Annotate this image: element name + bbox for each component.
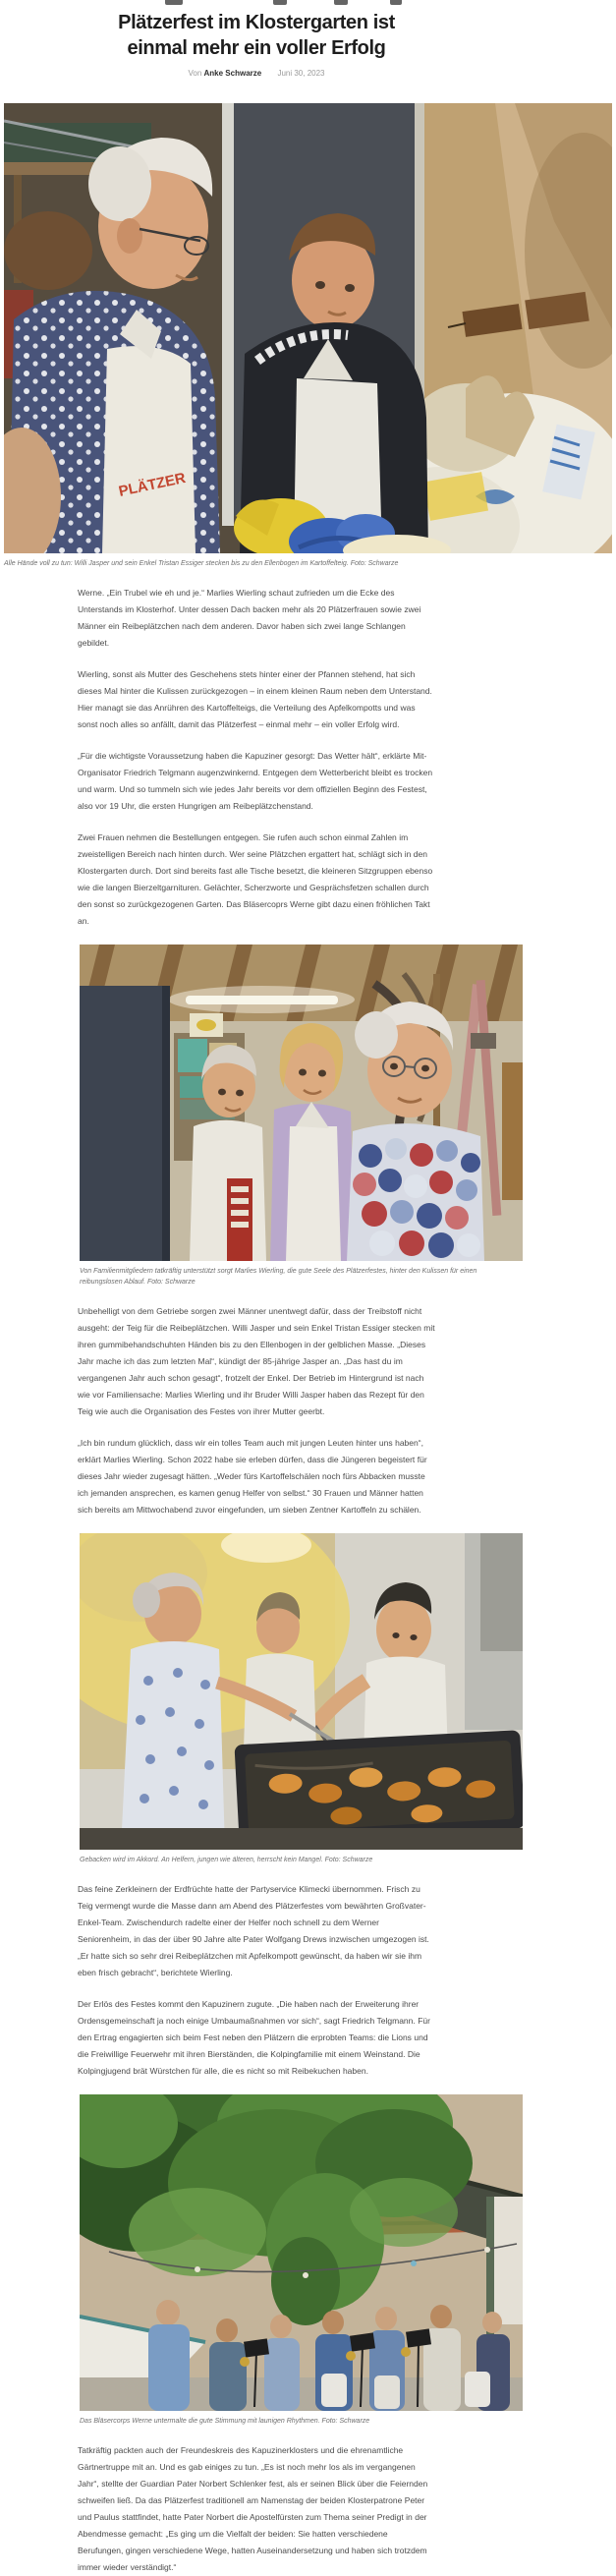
- article-paragraph-5: Unbehelligt von dem Getriebe sorgen zwei Männer unentwegt dafür, dass der Treibstoff nicht ausgeht: der Teig für die Reibeplätzchen. Willi Jasper und sein Enkel Tristan Essiger stecken mit ihren gummibehandschuhten Händen bis zu den Ellenbogen in der gelblichen Masse. „Dieses Jahr mache ich das zum letzten Mal“, kündigt der 85-jährige Jasper an. „Das hast du im vergangenen Jahr auch schon gesagt“, frotzelt der Enkel. Der Betrieb im Hintergrund ist nach wie vor Familiensache: Marlies Wierling und ihr Bruder Willi Jasper haben das Rezept für den Teig wie auch die Organisation des Festes von ihrer Mutter geerbt.: [78, 1306, 435, 1416]
- article-body: [0, 585, 616, 930]
- article-figure-2: [0, 945, 616, 1288]
- byline: [78, 69, 435, 78]
- article-body-3: [0, 1881, 616, 2080]
- article-paragraph-2: Wierling, sonst als Mutter des Geschehens stets hinter einer der Pfannen stehend, hat sich dieses Mal hinter die Kulissen zurückgezogen – in einem kleinen Raum neben dem Unterstand. Hier managt sie das Anrühren des Kartoffelteigs, die Verteilung des Apfelkompotts und was sonst noch alles so anfällt, damit das Plätzerfest – einmal mehr – ein voller Erfolg wird.: [78, 669, 432, 729]
- photo-caption-1: Alle Hände voll zu tun: Willi Jasper und sein Enkel Tristan Essiger stecken bis zu den Ellenbogen im Kartoffelteig. Foto: Schwarze: [4, 560, 399, 567]
- photo-frying-station: [80, 1533, 523, 1850]
- article-paragraph-6: „Ich bin rundum glücklich, dass wir ein tolles Team auch mit jungen Leuten hinter uns haben“, erklärt Marlies Wierling. Schon 2022 habe sie erleben dürfen, dass die Jüngeren begeistert für dieses Jahr wieder zugesagt hätten. „Weder fürs Kartoffelschälen noch fürs Abbacken musste ich jemanden ansprechen, es kamen genug Helfer von selbst.“ 30 Frauen und Männer hatten sich bereits am Mittwochabend zuvor eingefunden, um sieben Zentner Kartoffeln zu schälen.: [78, 1438, 427, 1515]
- photo-three-women: [80, 945, 523, 1261]
- article-figure-4: [0, 2094, 616, 2427]
- article-paragraph-8: Der Erlös des Festes kommt den Kapuzinern zugute. „Die haben nach der Erweiterung ihrer Ordensgemeinschaft ja noch einige Umbaumaßnahmen vor sich“, sagt Friedrich Telgmann. Für den Ertrag engagierten sich beim Fest neben den Plätzern die erprobten Teams: die Lions und die Freiwillige Feuerwehr mit ihren Bierständen, die Kolpingfamilie mit einem Weinstand. Die Kolpingjugend brät Würstchen für alle, die es nicht so mit Reibekuchen haben.: [78, 1999, 430, 2076]
- article-paragraph-4: Zwei Frauen nehmen die Bestellungen entgegen. Sie rufen auch schon einmal Zahlen im zweistelligen Bereich nach hinten durch. Wer seine Plätzchen ergattert hat, schlägt sich in den Klostergarten durch. Dort sind bereits fast alle Tische besetzt, die kleineren Sitzgruppen ebenso wie die langen Bierzeltgarnituren. Gelächter, Scherzworte und Gesprächsfetzen schallen durch den sonst so zurückgezogenen Garten. Das Bläsercoprs Werne gibt dazu einen fröhlichen Takt an.: [78, 832, 433, 926]
- page-title-line2: einmal mehr ein voller Erfolg: [127, 37, 386, 59]
- photo-caption-3: Gebacken wird im Akkord. An Helfern, jungen wie älteren, herrscht kein Mangel. Foto: Schwarze: [80, 1857, 373, 1863]
- byline-prefix: Von: [188, 69, 202, 78]
- page-title: [78, 10, 435, 61]
- article-paragraph-9: Tatkräftig packten auch der Freundeskreis des Kapuzinerklosters und die ehrenamtliche Gärtnertruppe mit an. Und es gab einiges zu tun. „Es ist noch mehr los als im vergangenen Jahr“, stellte der Guardian Pater Norbert Schlenker fest, als er seinen Blick über die Feiernden schweifen ließ. Da das Plätzerfest traditionell am Namenstag der beiden Klosterpatrone Peter und Paulus stattfindet, hatte Pater Norbert die Apostelfürsten zum Thema seiner Predigt in der Abendmesse gemacht: „Es ging um die Vielfalt der beiden: Sie hatten verschiedene Berufungen, gingen verschiedene Wege, hatten Auseinandersetzung und haben sich trotzdem immer wieder verständigt.“: [78, 2445, 428, 2572]
- article-paragraph-3: „Für die wichtigste Voraussetzung haben die Kapuziner gesorgt: Das Wetter hält“, erklärte Mit-Organisator Friedrich Telgmann augenzwinkernd. Entgegen dem Wetterbericht bleibt es trocken und warm. Und so tummeln sich wie jedes Jahr bereits vor dem offiziellen Beginn des Festest, also vor 19 Uhr, die ersten Hungrigen am Reibeplätzchenstand.: [78, 751, 433, 811]
- article-body-4: [0, 2442, 616, 2576]
- article-figure-3: [0, 1533, 616, 1865]
- byline-date: Juni 30, 2023: [277, 69, 325, 78]
- frying-trays: [234, 1730, 523, 1843]
- article-figure-1: [0, 103, 616, 569]
- woman-middle: [270, 1023, 355, 1261]
- article-paragraph-1: Werne. „Ein Trubel wie eh und je.“ Marlies Wierling schaut zufrieden um die Ecke des Unterstands im Klosterhof. Unter dessen Dach backen mehr als 20 Plätzerfrauen sowie zwei Männer ein Reibeplätzchen nach dem anderen. Davor haben sich zwei lange Schlangen gebildet.: [78, 588, 421, 648]
- byline-author-link[interactable]: Anke Schwarze: [203, 69, 262, 78]
- photo-caption-4: Das Bläsercorps Werne untermalte die gute Stimmung mit launigen Rhythmen. Foto: Schwarze: [80, 2418, 370, 2425]
- photo-brass-band: [80, 2094, 523, 2411]
- page-title-line1: Plätzerfest im Klostergarten ist: [118, 12, 395, 33]
- article-paragraph-7: Das feine Zerkleinern der Erdfrüchte hatte der Partyservice Klimecki übernommen. Frisch zu Teig vermengt wurde die Masse dann am Abend des Plätzerfestes vom bewährten Großvater-Enkel-Team. Zwischendurch radelte einer der Helfer noch schnell zu dem Werner Seniorenheim, in das der über 90 Jahre alte Pater Wolfgang Drews inzwischen umgezogen ist. „Er hatte sich so sehr drei Reibeplätzchen mit Apfelkompott gewünscht, da haben wir sie ihm eben frisch gebracht“, berichtete Wierling.: [78, 1884, 429, 1977]
- photo-caption-2: Von Familienmitgliedern tatkräftig unterstützt sorgt Marlies Wierling, die gute Seele des Plätzerfestes, hinter den Kulissen für einen reibungslosen Ablauf. Foto: Schwarze: [80, 1268, 477, 1286]
- apron-text: PLÄTZER: [117, 469, 188, 500]
- cropped-header-remnant: [0, 0, 616, 8]
- article-body-2: [0, 1303, 616, 1518]
- photo-kneading-dough: [4, 103, 612, 553]
